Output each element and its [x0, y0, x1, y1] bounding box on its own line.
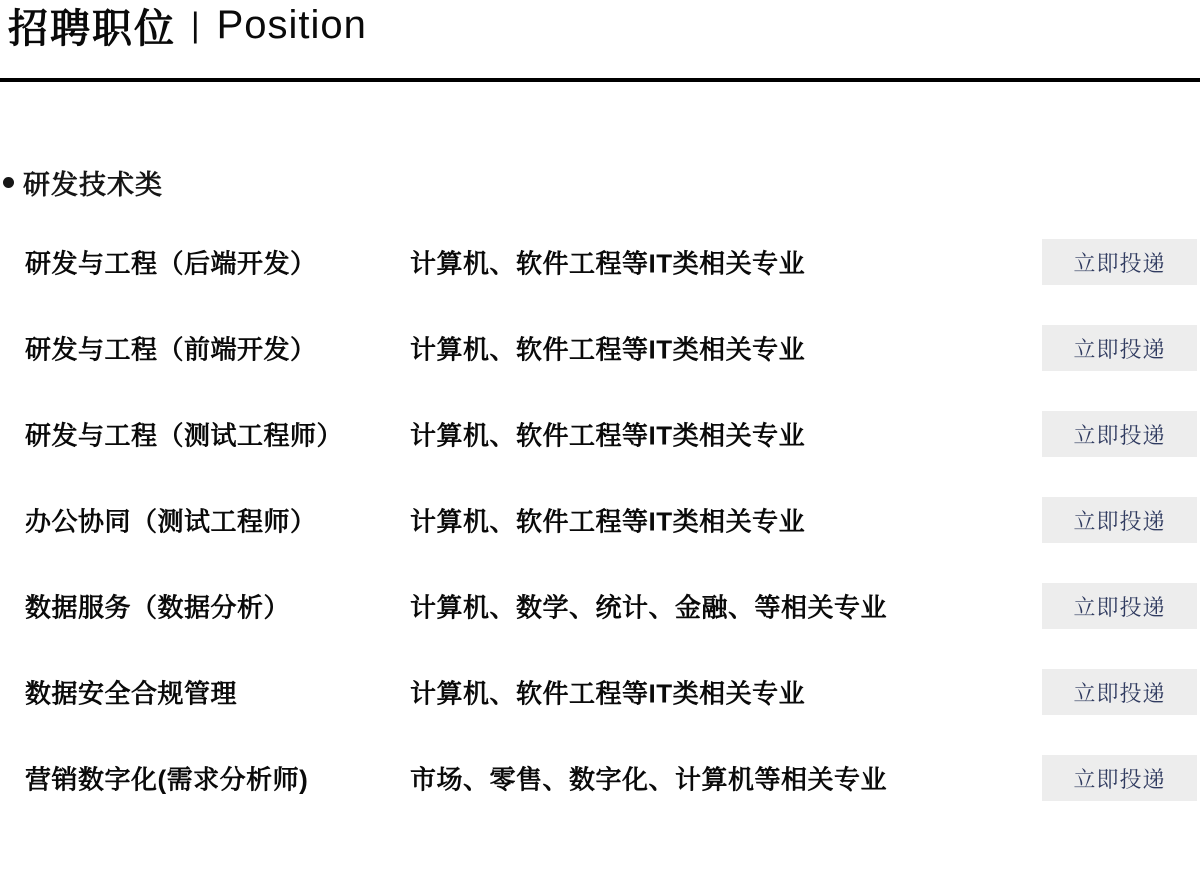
job-requirement: 计算机、软件工程等IT类相关专业 — [410, 334, 806, 365]
section-header-rd-tech — [3, 165, 163, 199]
job-title: 营销数字化(需求分析师) — [25, 764, 309, 795]
title-separator: | — [191, 5, 200, 44]
section-title: 研发技术类 — [23, 169, 163, 200]
job-title: 研发与工程（前端开发） — [25, 334, 317, 365]
page-title-en: Position — [216, 2, 367, 47]
apply-button[interactable]: 立即投递 — [1042, 239, 1197, 285]
job-requirement: 计算机、软件工程等IT类相关专业 — [410, 420, 806, 451]
page-title — [8, 1, 367, 49]
job-title: 数据安全合规管理 — [25, 678, 238, 709]
job-requirement: 市场、零售、数字化、计算机等相关专业 — [410, 764, 888, 795]
job-row — [0, 649, 1200, 735]
job-row — [0, 563, 1200, 649]
job-requirement: 计算机、软件工程等IT类相关专业 — [410, 248, 806, 279]
apply-button[interactable]: 立即投递 — [1042, 669, 1197, 715]
job-list — [0, 219, 1200, 821]
job-row — [0, 305, 1200, 391]
job-title: 数据服务（数据分析） — [25, 592, 291, 623]
job-requirement: 计算机、数学、统计、金融、等相关专业 — [410, 592, 888, 623]
job-title: 办公协同（测试工程师） — [25, 506, 317, 537]
page-title-cn: 招聘职位 — [8, 6, 176, 51]
apply-button[interactable]: 立即投递 — [1042, 411, 1197, 457]
job-title: 研发与工程（测试工程师） — [25, 420, 344, 451]
apply-button[interactable]: 立即投递 — [1042, 325, 1197, 371]
job-row — [0, 477, 1200, 563]
job-requirement: 计算机、软件工程等IT类相关专业 — [410, 678, 806, 709]
job-title: 研发与工程（后端开发） — [25, 248, 317, 279]
header-divider — [0, 78, 1200, 82]
apply-button[interactable]: 立即投递 — [1042, 583, 1197, 629]
apply-button[interactable]: 立即投递 — [1042, 755, 1197, 801]
job-row — [0, 219, 1200, 305]
job-row — [0, 391, 1200, 477]
dot-icon — [3, 177, 14, 188]
job-requirement: 计算机、软件工程等IT类相关专业 — [410, 506, 806, 537]
apply-button[interactable]: 立即投递 — [1042, 497, 1197, 543]
job-row — [0, 735, 1200, 821]
